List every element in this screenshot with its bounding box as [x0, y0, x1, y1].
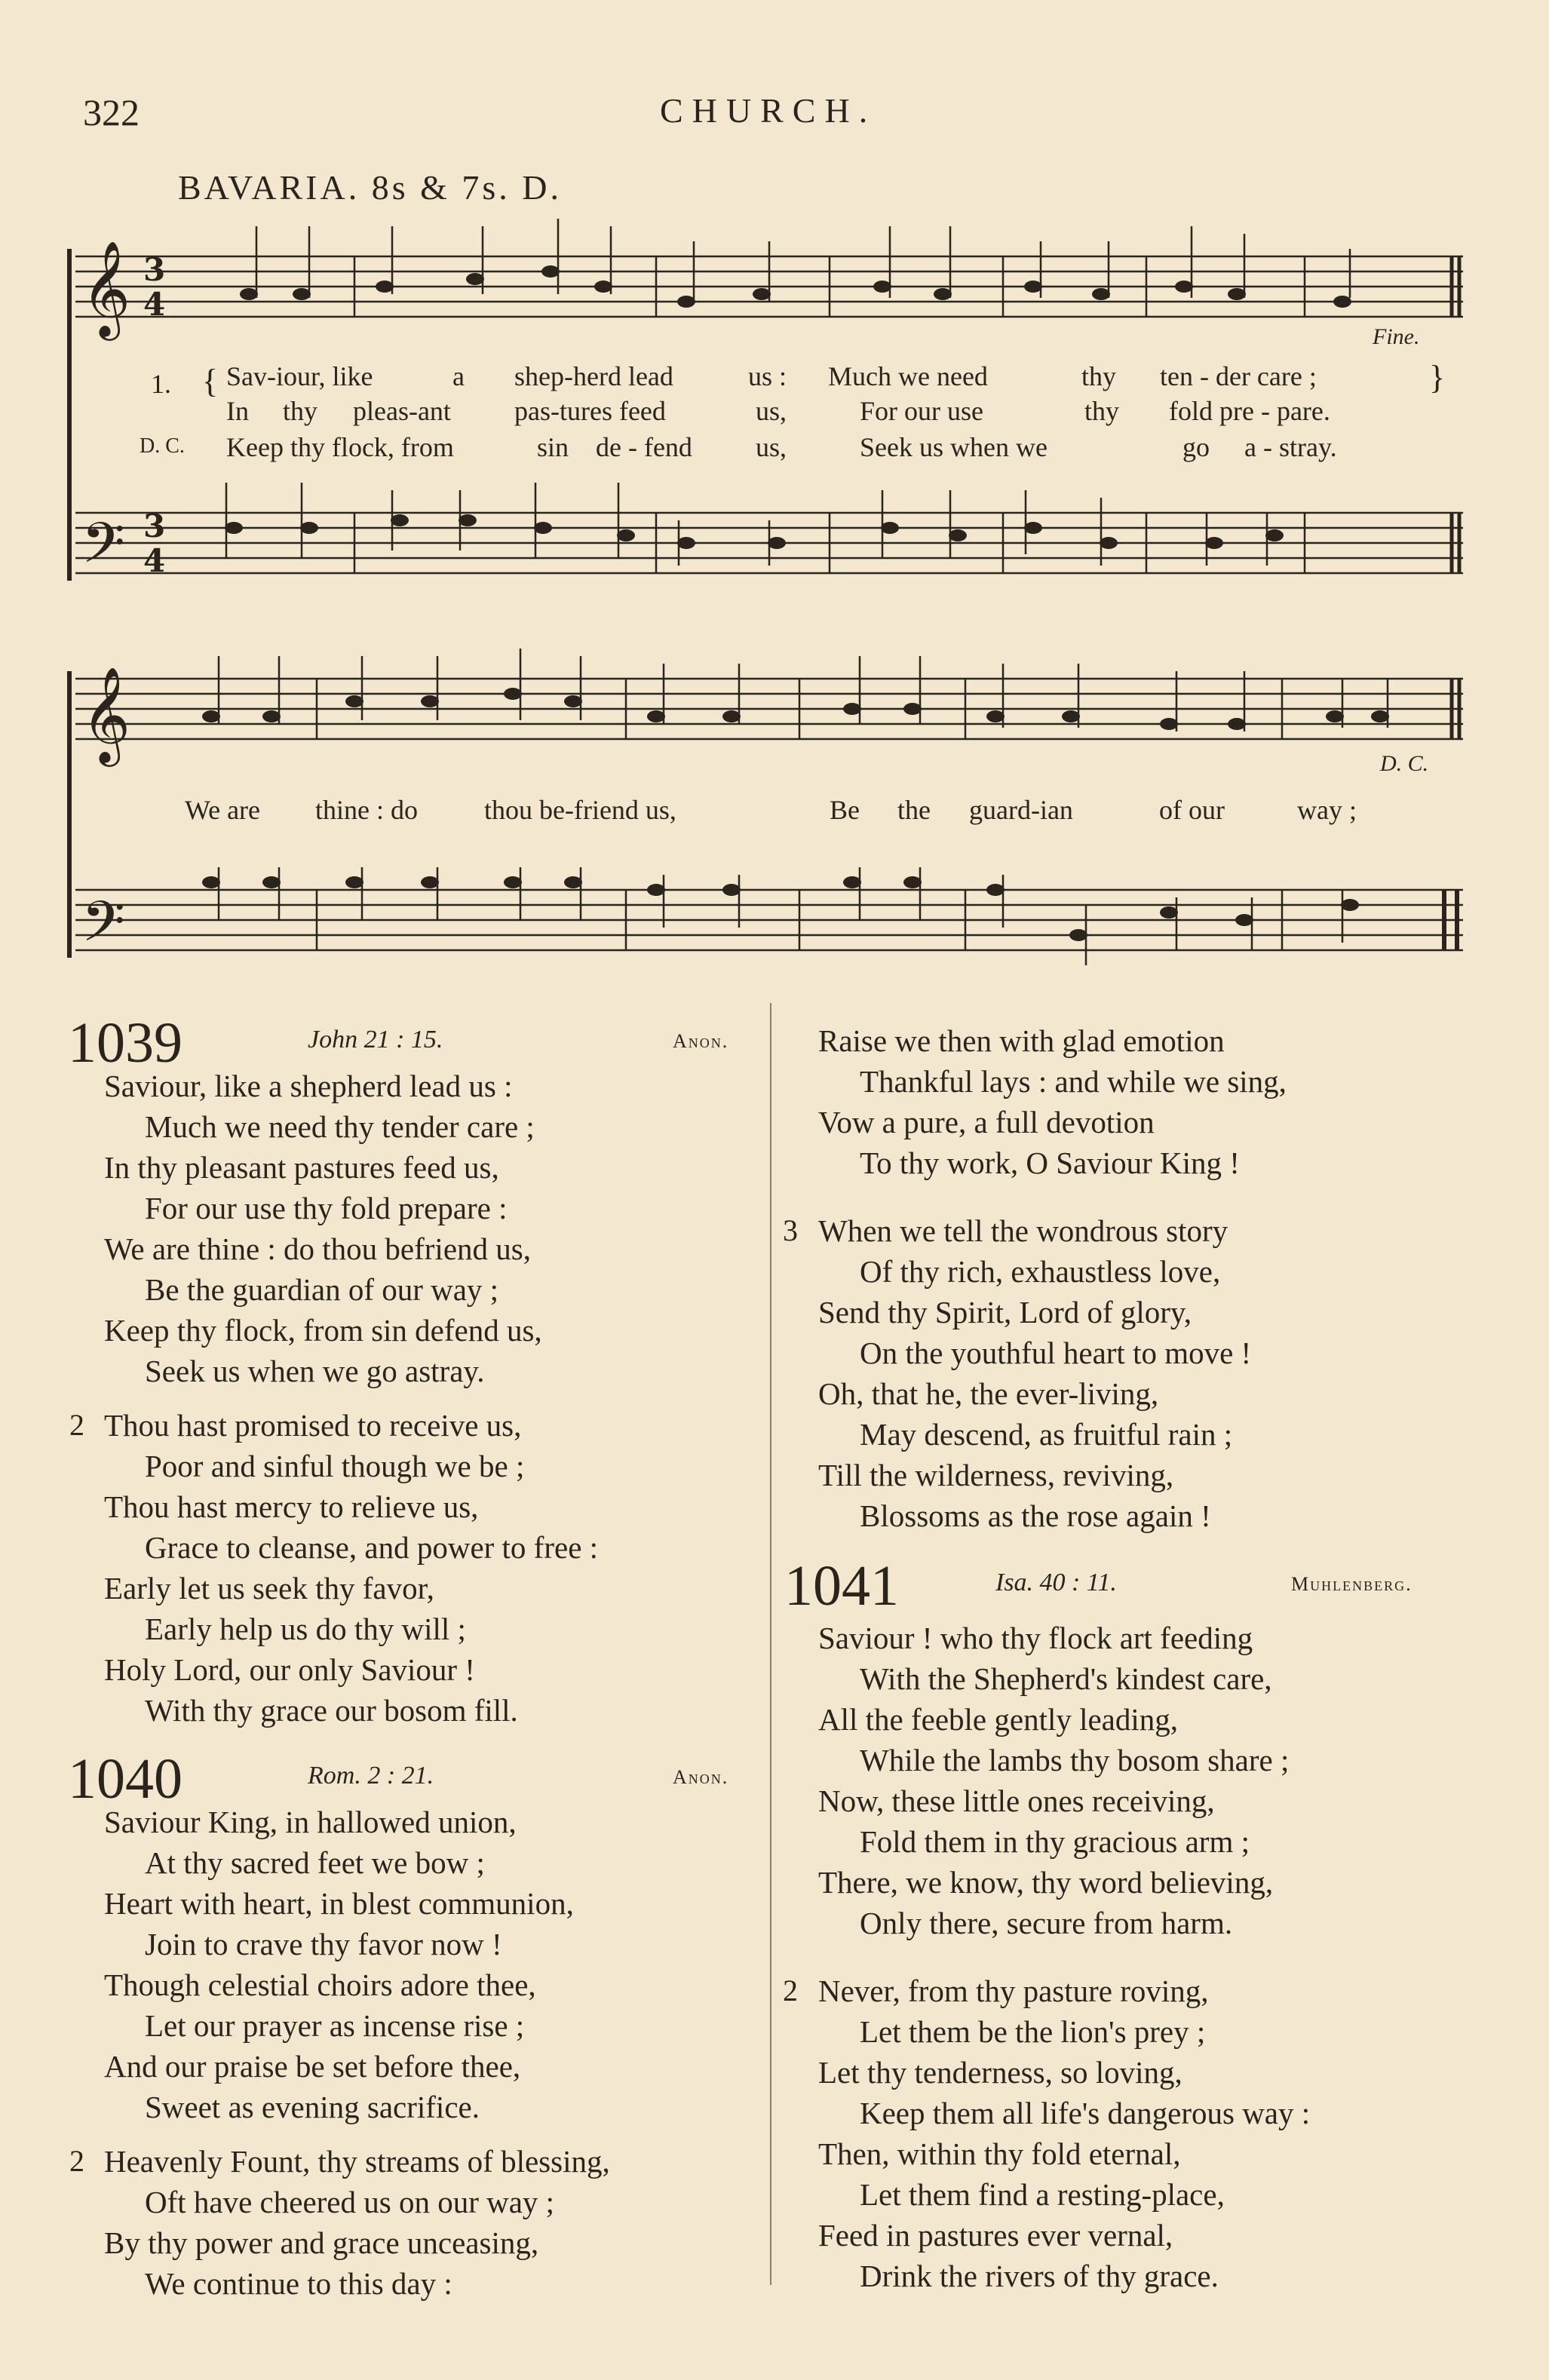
verse-label: 1.	[151, 369, 171, 399]
verse-number: 3	[783, 1213, 798, 1247]
hymn-author: Anon.	[673, 1766, 729, 1788]
running-head: CHURCH.	[660, 91, 877, 130]
page-number: 322	[83, 91, 140, 133]
fine-mark: Fine.	[1373, 324, 1420, 349]
svg-text:4: 4	[143, 542, 166, 579]
tune-title: BAVARIA. 8s & 7s. D.	[178, 168, 563, 207]
hymn-number: 1040	[68, 1747, 183, 1811]
column-divider	[770, 1003, 771, 2285]
verse-number: 2	[69, 1408, 84, 1442]
hymn-author: Muhlenberg.	[1291, 1573, 1413, 1595]
brace-open: {	[202, 363, 219, 400]
dc-mark: D. C.	[1380, 751, 1429, 776]
hymn-reference: Isa. 40 : 11.	[995, 1569, 1117, 1596]
hymn-reference: Rom. 2 : 21.	[308, 1762, 434, 1790]
dc-label: D. C.	[140, 434, 185, 458]
brace-close: }	[1429, 359, 1446, 396]
svg-text:3: 3	[143, 251, 166, 288]
hymn-number: 1039	[68, 1011, 183, 1075]
svg-text:𝄞: 𝄞	[81, 240, 131, 336]
svg-text:𝄢: 𝄢	[81, 889, 125, 968]
hymn-reference: John 21 : 15.	[308, 1026, 443, 1054]
svg-text:4: 4	[143, 286, 166, 323]
hymn-number: 1041	[784, 1554, 899, 1618]
verse-number: 2	[69, 2144, 84, 2178]
music-score	[0, 0, 1549, 995]
svg-text:𝄞: 𝄞	[81, 666, 131, 762]
hymn-author: Anon.	[673, 1030, 729, 1052]
svg-text:𝄢: 𝄢	[81, 511, 125, 590]
verse-number: 2	[783, 1974, 798, 2007]
svg-text:3: 3	[143, 508, 166, 544]
